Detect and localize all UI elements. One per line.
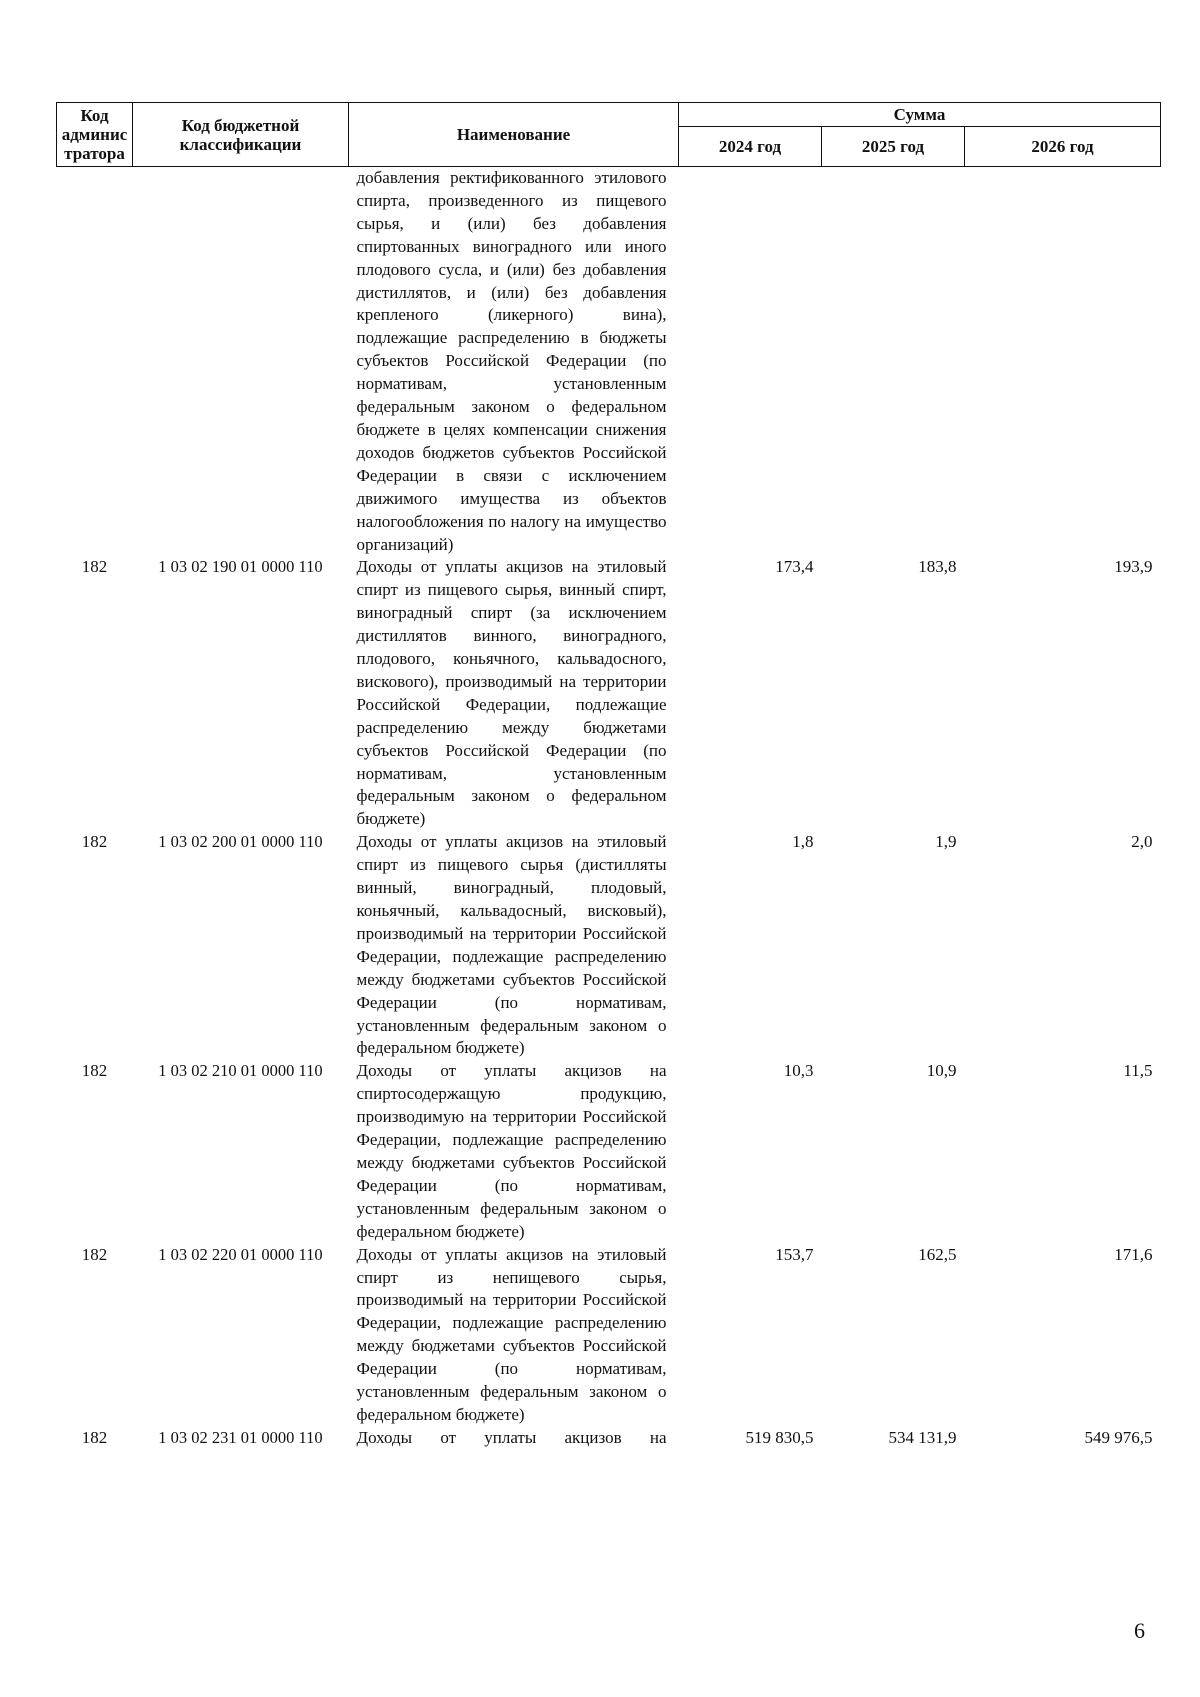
revenue-table [56,102,1161,1450]
header-year-2025: 2025 год [822,127,965,167]
row-sum-2026: 2,0 [1131,832,1153,852]
row-kbk: 1 03 02 220 01 0000 110 [158,1244,323,1264]
row-admin-code: 182 [81,832,108,852]
row-kbk: 1 03 02 231 01 0000 110 [158,1427,323,1447]
row-sum-2025: 10,9 [926,1061,957,1081]
row-kbk: 1 03 02 190 01 0000 110 [158,557,323,577]
row-admin-code: 182 [81,1427,108,1447]
row-name: добавления ректификованного этилового спирта, произведенного из пищевого сырья, и (или) без добавления спиртованных виноградного или иного плодового сусла, и (или) без добавления дистиллятов, и (или) без добавления крепленого (ликерного) вина), подлежащие распределению в бюджеты субъектов Российской Федерации (по нормативам, установленным федеральным законом о федеральном бюджете в целях компенсации снижения доходов бюджетов субъектов Российской Федерации в связи с исключением движимого имущества из объектов налогообложения по налогу на имущество организаций) [356,168,667,554]
table-row [57,556,1161,831]
row-sum-2024: 153,7 [775,1244,814,1264]
row-sum-2026: 11,5 [1123,1061,1153,1081]
header-kbk: Код бюджетной классификации [133,103,349,167]
page-number: 6 [1134,1618,1145,1643]
header-admin-code: Код админис тратора [57,103,133,167]
row-admin-code: 182 [81,1244,108,1264]
table-row [57,1427,1161,1450]
row-kbk: 1 03 02 210 01 0000 110 [158,1061,323,1081]
row-name: Доходы от уплаты акцизов на этиловый спирт из пищевого сырья (дистилляты винный, виноградный, плодовый, коньячный, кальвадосный, висковый), производимый на территории Российской Федерации, подлежащие распределению между бюджетами субъектов Российской Федерации (по нормативам, установленным федеральным законом о федеральном бюджете) [356,832,667,1058]
row-name: Доходы от уплаты акцизов на [356,1427,667,1447]
row-sum-2024: 519 830,5 [745,1427,814,1447]
row-name: Доходы от уплаты акцизов на этиловый спирт из непищевого сырья, производимый на территории Российской Федерации, подлежащие распределению между бюджетами субъектов Российской Федерации (по нормативам, установленным федеральным законом о федеральном бюджете) [356,1244,667,1424]
row-sum-2025: 183,8 [918,557,957,577]
row-sum-2024: 1,8 [792,832,814,852]
row-sum-2025: 162,5 [918,1244,957,1264]
row-sum-2025: 534 131,9 [888,1427,957,1447]
row-sum-2025: 1,9 [935,832,957,852]
row-admin-code: 182 [81,557,108,577]
row-admin-code: 182 [81,1061,108,1081]
row-sum-2026: 193,9 [1114,557,1153,577]
row-name: Доходы от уплаты акцизов на спиртосодержащую продукцию, производимую на территории Российской Федерации, подлежащие распределению между бюджетами субъектов Российской Федерации (по нормативам, установленным федеральным законом о федеральном бюджете) [356,1061,667,1241]
header-name: Наименование [349,103,679,167]
row-sum-2024: 10,3 [783,1061,814,1081]
row-sum-2026: 171,6 [1114,1244,1153,1264]
row-sum-2024: 173,4 [775,557,814,577]
row-sum-2026: 549 976,5 [1084,1427,1153,1447]
header-year-2024: 2024 год [679,127,822,167]
header-sum: Сумма [679,103,1161,127]
header-year-2026: 2026 год [965,127,1161,167]
row-name: Доходы от уплаты акцизов на этиловый спирт из пищевого сырья, винный спирт, виноградный спирт (за исключением дистиллятов винного, виноградного, плодового, коньячного, кальвадосного, вискового), производимый на территории Российской Федерации, подлежащие распределению между бюджетами субъектов Российской Федерации (по нормативам, установленным федеральным законом о федеральном бюджете) [356,557,667,829]
table-row [57,1244,1161,1427]
row-kbk: 1 03 02 200 01 0000 110 [158,832,323,852]
table-row [57,831,1161,1060]
table-row [57,1060,1161,1243]
table-row-continuation [57,167,1161,557]
